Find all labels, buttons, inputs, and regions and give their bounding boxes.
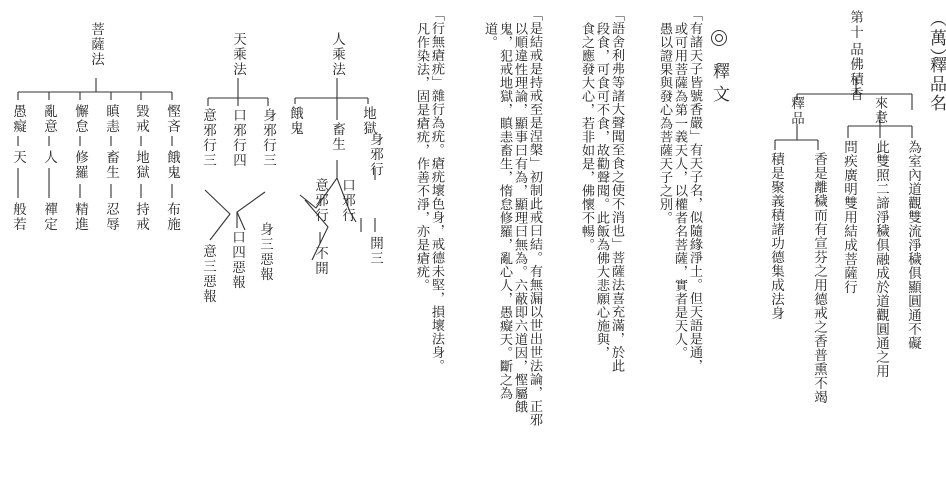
paragraph-line: 「是結戒是持戒至是涅槃」初制此戒曰結。有無漏以世出世法論，正邪 (527, 8, 542, 427)
bodhi-col3-b: 畜生 (103, 150, 119, 180)
bodhi-col6-c: 般若 (10, 202, 26, 232)
section-title: 釋文 (709, 62, 729, 108)
paragraph-line: 食之應發大心，若非如是，佛懷不暢。 (579, 22, 594, 252)
tree-human-not-open: 不開 (312, 246, 328, 276)
tree-deva-result-1: 身三惡報 (257, 222, 273, 282)
tree1-leaf-b2: 積是聚義積諸功德集成法身 (768, 152, 784, 320)
tree1-root: 品佛積香 (847, 42, 863, 102)
paragraph-1 (657, 8, 702, 373)
bodhi-col6-a: 愚癡 (10, 104, 26, 134)
bodhi-col2-a: 毀戒 (133, 104, 149, 134)
tree1-root-number: 第十 (847, 10, 863, 40)
section-circle-icon (711, 30, 727, 46)
tree1-branch-b: 釋品 (788, 96, 804, 126)
paragraph-line: 凡作染法，固是瘡疣，作善不淨，亦是瘡疣。 (414, 22, 429, 292)
tree-human-sub-a: 身邪行 (367, 132, 383, 177)
tree1-leaf-a3: 問疾廣明雙用結成菩薩行 (841, 140, 857, 294)
bodhi-col4-a: 懈怠 (72, 104, 88, 134)
paragraph-2 (579, 8, 624, 373)
tree-deva-leaf-2: 口邪行四 (230, 108, 246, 168)
tree-human-leaf-2: 畜生 (329, 122, 345, 152)
bodhi-col1-a: 慳吝 (164, 104, 180, 134)
bodhi-col5-c: 禪定 (41, 202, 57, 232)
tree-human-open: 開三 (367, 236, 383, 266)
bodhi-col4-b: 修羅 (72, 150, 88, 180)
tree1-leaf-a1: 為室內道觀雙流淨穢俱顯圓通不礙 (905, 140, 921, 350)
bodhi-col1-c: 布施 (164, 202, 180, 232)
tree-deva-result-3: 意三惡報 (200, 244, 216, 304)
paragraph-4 (414, 8, 444, 373)
tree-deva-leaf-1: 身邪行三 (260, 108, 276, 168)
bodhi-col6-b: 天 (10, 150, 26, 165)
tree-human-sub-a3: 意邪行 (312, 178, 328, 223)
paragraph-line: 「有諸天子皆號香嚴」有天子名，似隨緣淨土。但天語是通， (687, 8, 702, 373)
paragraph-3 (482, 8, 542, 427)
tree1-leaf-b1: 香是離穢而有宣芬之用德戒之香普熏不竭 (811, 152, 827, 404)
paragraph-line: 以順違性理論，顯事曰有為，顯理曰無為。六蔽即六道因，慳屬餓 (512, 22, 527, 414)
paragraph-line: 段食，可食可不食，故勸聲聞。此飯為佛大悲願心施與， (594, 22, 609, 360)
tree-deva-leaf-3: 意邪行三 (200, 108, 216, 168)
paragraph-line: 道。 (482, 22, 497, 49)
tree-human-root: 人乘法 (329, 32, 345, 77)
tree-deva-result-2: 口四惡報 (229, 230, 245, 290)
bodhi-col2-c: 持戒 (133, 202, 149, 232)
paragraph-line: 「行無瘡疣」雜行為疣。瘡疣壞色身，戒德未堅，損壞法身。 (429, 8, 444, 373)
paragraph-line: 愚以證果與發心為菩薩天子之別。 (657, 22, 672, 225)
paragraph-line: 「語舍利弗等諸大聲聞至食之使不消也」菩薩法喜充滿，於此 (609, 8, 624, 373)
tree-deva-root: 天乘法 (230, 32, 246, 77)
bodhi-col3-c: 忍辱 (103, 202, 119, 232)
chapter-number: （萬） (926, 10, 946, 67)
tree-human-leaf-3: 餓鬼 (287, 106, 303, 136)
bodhi-col5-a: 亂意 (41, 104, 57, 134)
tree-bodhi-root: 菩薩法 (88, 22, 104, 67)
tree-human-sub-a2: 口邪行 (339, 178, 355, 223)
bodhi-col1-b: 餓鬼 (164, 150, 180, 180)
bodhi-col5-b: 人 (41, 150, 57, 165)
tree1-leaf-a2: 此雙照二諦淨穢俱融成於道觀圓通之用 (873, 140, 889, 378)
chapter-label: 釋品名 (926, 56, 946, 113)
bodhi-col3-a: 瞋恚 (103, 104, 119, 134)
bodhi-col2-b: 地獄 (133, 150, 149, 180)
tree-human-leaf-1: 地獄 (360, 106, 376, 136)
bodhi-col4-c: 精進 (72, 202, 88, 232)
paragraph-line: 或可用菩薩為第一義天人，以權者名菩薩，實者是天人。 (672, 22, 687, 360)
tree1-branch-a: 來意 (872, 96, 887, 125)
paragraph-line: 鬼，犯戒地獄，瞋恚畜生，惰怠修羅，亂心人，愚癡天。斷之為 (497, 22, 512, 400)
